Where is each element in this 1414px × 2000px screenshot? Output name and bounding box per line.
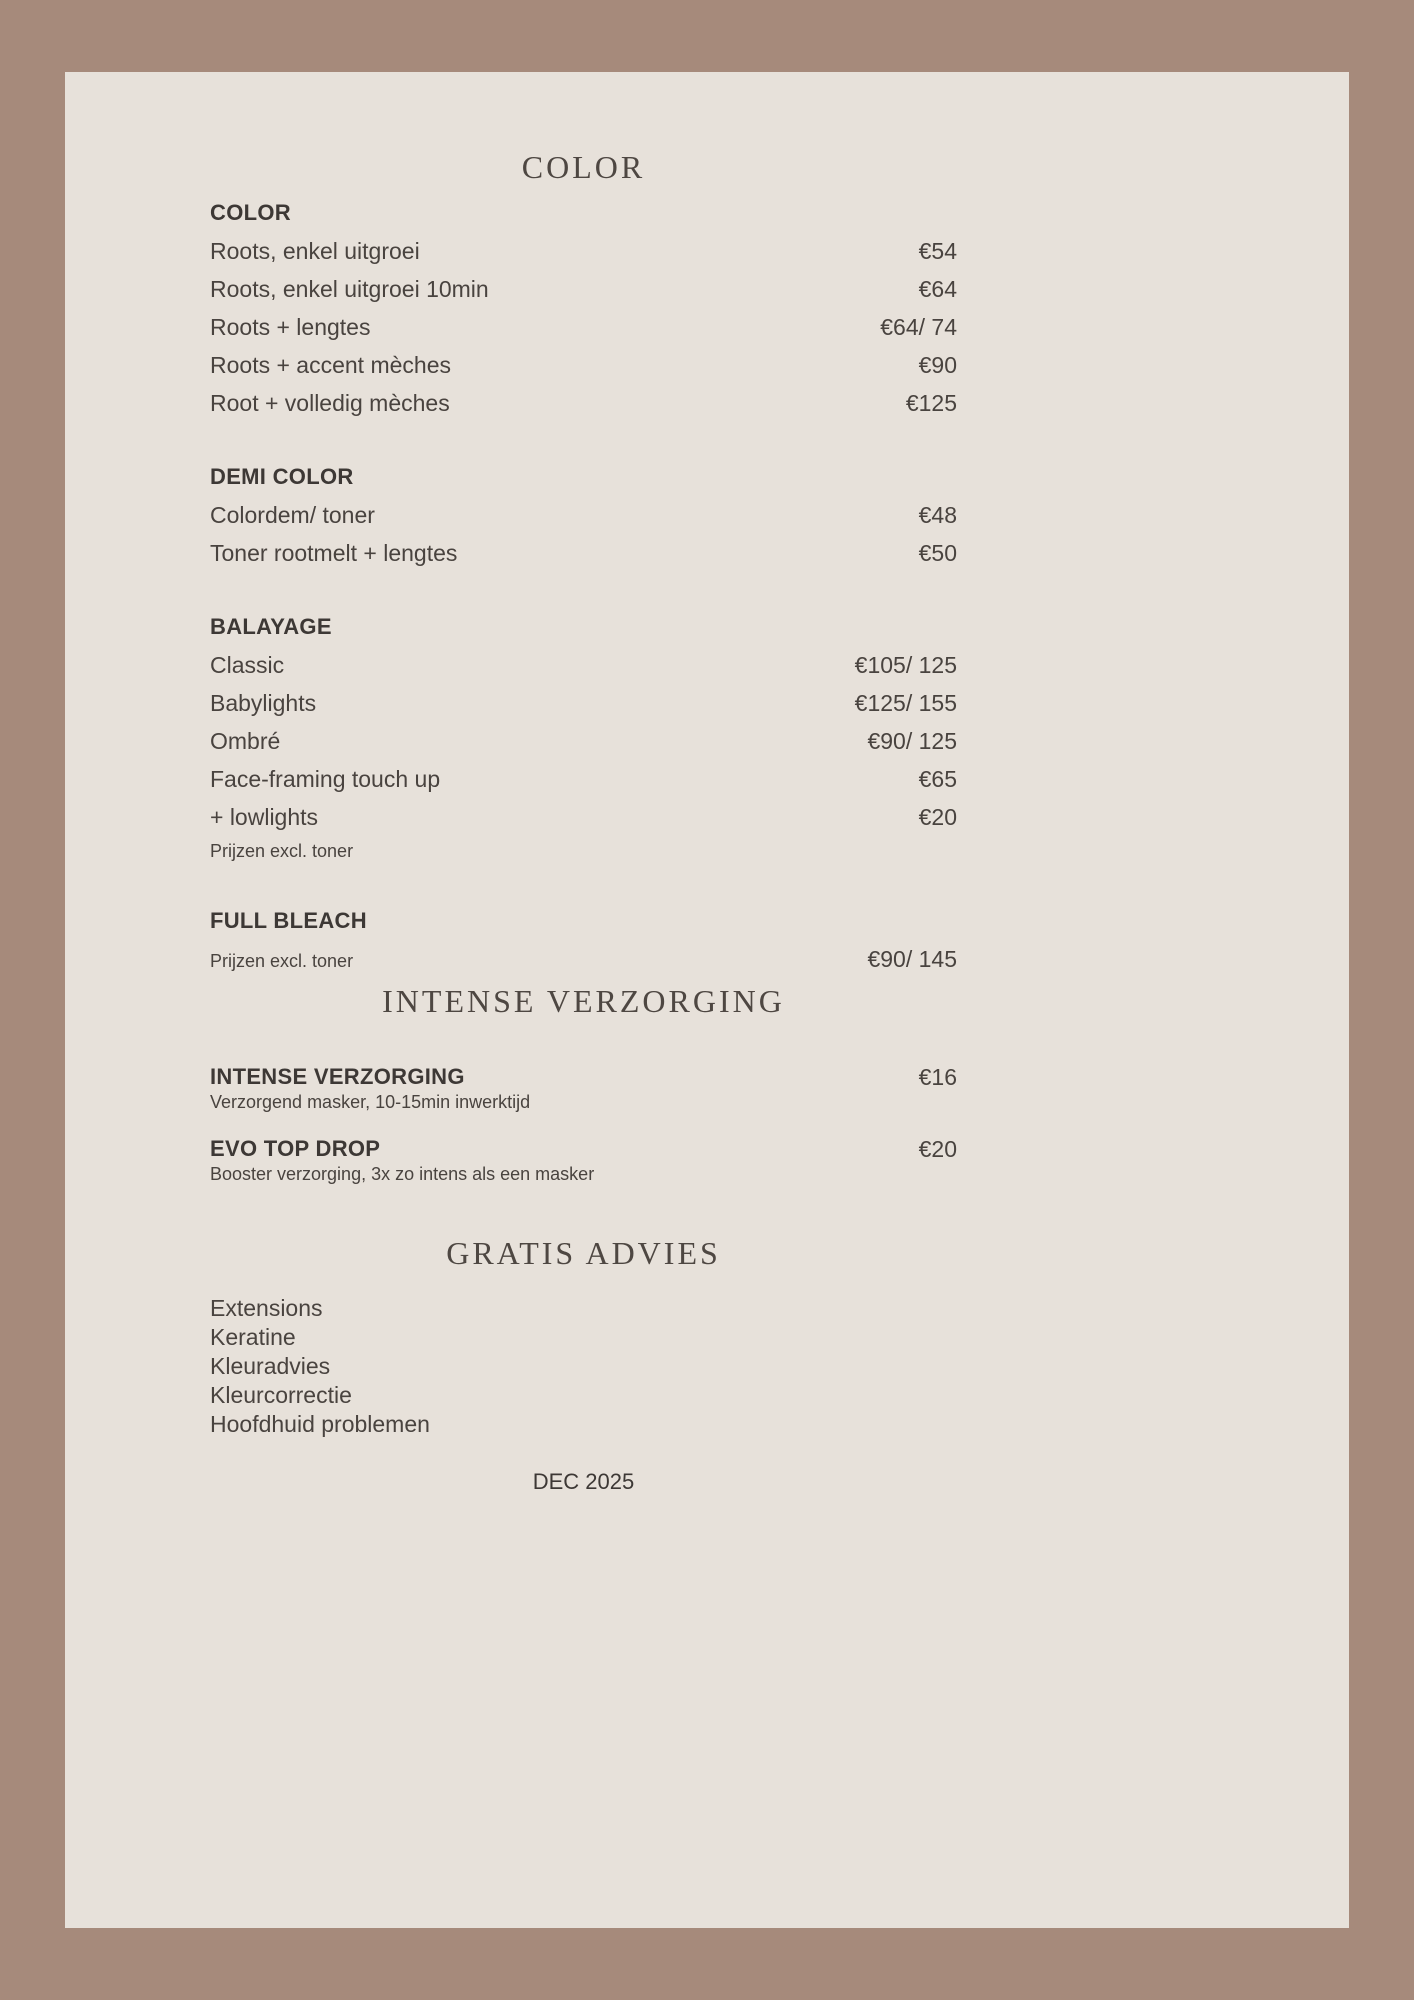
price-row	[210, 270, 957, 308]
list-item: Kleuradvies	[210, 1353, 331, 1379]
treatment-group-intense-verzorging	[210, 1064, 957, 1114]
section-title-intense-verzorging: INTENSE VERZORGING	[382, 983, 785, 1019]
list-item: Kleurcorrectie	[210, 1382, 352, 1408]
item-price: €65	[918, 766, 957, 792]
item-label: Classic	[210, 652, 285, 678]
price-group-demi-color	[210, 458, 957, 572]
price-row	[210, 684, 957, 722]
price-row	[210, 534, 957, 572]
menu-card	[65, 72, 1349, 1928]
item-price: €16	[918, 1064, 957, 1090]
item-label: + lowlights	[210, 804, 319, 830]
gratis-advies-list	[210, 1294, 957, 1439]
item-label: Root + volledig mèches	[210, 390, 450, 416]
item-label: Colordem/ toner	[210, 502, 375, 528]
item-price: €48	[918, 502, 957, 528]
group-heading-color: COLOR	[210, 200, 291, 225]
item-price: €20	[918, 1136, 957, 1162]
group-heading-balayage: BALAYAGE	[210, 614, 332, 639]
menu-content	[210, 72, 957, 1495]
price-row	[210, 496, 957, 534]
section-title-color: COLOR	[521, 149, 646, 185]
item-label: Roots, enkel uitgroei 10min	[210, 276, 489, 302]
group-heading-full-bleach: FULL BLEACH	[210, 908, 367, 933]
price-group-full-bleach	[210, 902, 957, 980]
item-label: Ombré	[210, 728, 281, 754]
price-row	[210, 722, 957, 760]
group-heading-demi-color: DEMI COLOR	[210, 464, 354, 489]
price-row	[210, 346, 957, 384]
item-price: €50	[918, 540, 957, 566]
item-label: Roots + accent mèches	[210, 352, 451, 378]
item-price: €20	[918, 804, 957, 830]
price-group-balayage	[210, 608, 957, 866]
item-price: €105/ 125	[854, 652, 957, 678]
item-price: €90/ 145	[867, 946, 957, 972]
footer-date: DEC 2025	[532, 1469, 635, 1494]
price-row	[210, 798, 957, 836]
treatment-text	[210, 1136, 594, 1186]
item-price: €90	[918, 352, 957, 378]
item-label: Babylights	[210, 690, 317, 716]
treatment-description: Verzorgend masker, 10-15min inwerktijd	[210, 1092, 531, 1112]
price-row	[210, 760, 957, 798]
treatment-group-evo-top-drop	[210, 1136, 957, 1186]
item-price: €54	[918, 238, 957, 264]
balayage-note: Prijzen excl. toner	[210, 841, 354, 861]
price-row	[210, 1064, 957, 1114]
list-item: Hoofdhuid problemen	[210, 1411, 430, 1437]
item-label: Face-framing touch up	[210, 766, 441, 792]
item-label: Roots + lengtes	[210, 314, 371, 340]
item-label: Toner rootmelt + lengtes	[210, 540, 458, 566]
treatment-text	[210, 1064, 530, 1114]
list-item: Extensions	[210, 1295, 323, 1321]
item-label: Roots, enkel uitgroei	[210, 238, 420, 264]
price-row	[210, 1136, 957, 1186]
price-row	[210, 308, 957, 346]
price-row	[210, 940, 957, 980]
treatment-heading-intense-verzorging: INTENSE VERZORGING	[210, 1064, 465, 1089]
price-group-color	[210, 194, 957, 422]
item-price: €90/ 125	[867, 728, 957, 754]
item-price: €64/ 74	[880, 314, 957, 340]
item-price: €64	[918, 276, 957, 302]
section-title-gratis-advies: GRATIS ADVIES	[446, 1235, 721, 1271]
price-row	[210, 646, 957, 684]
item-price: €125	[905, 390, 957, 416]
price-row	[210, 232, 957, 270]
treatment-heading-evo-top-drop: EVO TOP DROP	[210, 1136, 381, 1161]
item-price: €125/ 155	[854, 690, 957, 716]
item-label: Prijzen excl. toner	[210, 951, 354, 971]
list-item: Keratine	[210, 1324, 296, 1350]
price-row	[210, 384, 957, 422]
treatment-description: Booster verzorging, 3x zo intens als een masker	[210, 1164, 595, 1184]
